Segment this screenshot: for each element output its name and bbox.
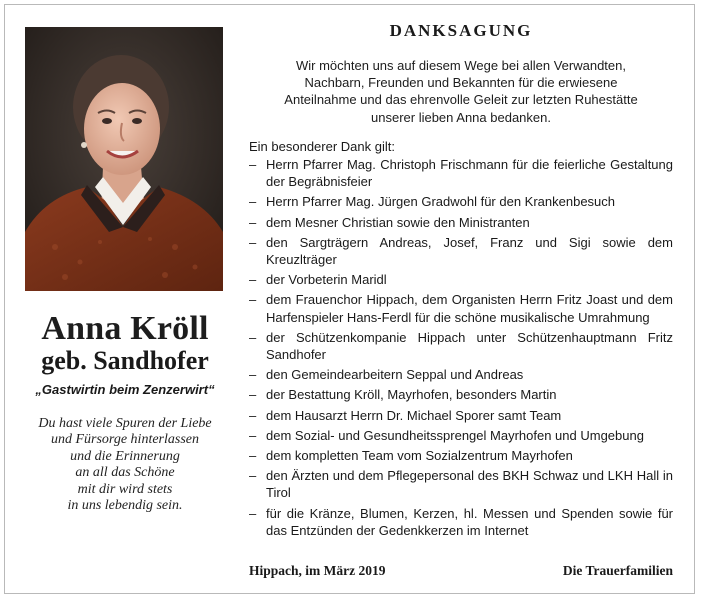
special-thanks-label: Ein besonderer Dank gilt: <box>249 139 395 154</box>
intro-line: unserer lieben Anna bedanken. <box>371 109 551 125</box>
list-item <box>249 366 673 383</box>
signature: Die Trauerfamilien <box>562 563 673 578</box>
dash-bullet: – <box>249 329 257 345</box>
list-item <box>249 329 673 363</box>
poem-line: Du hast viele Spuren der Liebe <box>38 416 212 431</box>
list-item <box>249 505 673 539</box>
poem-line: an all das Schöne <box>75 465 175 481</box>
occupation: „Gastwirtin beim Zenzerwirt“ <box>35 382 215 397</box>
dash-bullet: – <box>249 505 257 521</box>
dash-bullet: – <box>249 272 257 288</box>
birth-name: geb. Sandhofer <box>41 346 209 375</box>
memorial-poem <box>14 416 236 514</box>
dash-bullet: – <box>249 292 257 308</box>
dash-bullet: – <box>249 387 257 403</box>
thanks-text: Herrn Pfarrer Mag. Jürgen Gradwohl für den Krankenbesuch <box>266 194 616 210</box>
thanks-text: für die Kränze, Blumen, Kerzen, hl. Messen und Spenden sowie für das Entzünden der Gedenkkerzen im Internet <box>266 505 673 538</box>
thanks-text: den Ärzten und dem Pflegepersonal des BKH Schwaz und LKH Hall in Tirol <box>266 468 673 501</box>
dash-bullet: – <box>249 214 257 230</box>
poem-line: und Fürsorge hinterlassen <box>50 432 200 448</box>
list-item <box>249 193 673 210</box>
thanks-text: der Vorbeterin Maridl <box>266 272 387 288</box>
intro-paragraph <box>252 57 670 126</box>
dash-bullet: – <box>249 194 257 210</box>
thanks-text: Herrn Pfarrer Mag. Christoph Frischmann für die feierliche Gestaltung der Begräbnisfeier <box>266 157 673 190</box>
poem-line: in uns lebendig sein. <box>67 498 183 514</box>
portrait-photo <box>25 27 223 291</box>
list-item <box>249 386 673 403</box>
poem-line: mit dir wird stets <box>77 481 173 497</box>
place-date: Hippach, im März 2019 <box>249 563 386 578</box>
thanks-text: dem Mesner Christian sowie den Ministranten <box>266 214 530 230</box>
list-item <box>249 214 673 231</box>
dash-bullet: – <box>249 407 257 423</box>
dash-bullet: – <box>249 367 257 383</box>
deceased-name: Anna Kröll <box>41 310 209 347</box>
list-item <box>249 467 673 501</box>
list-item <box>249 407 673 424</box>
thanks-text: der Bestattung Kröll, Mayrhofen, besonders Martin <box>266 387 557 403</box>
thanks-text: den Gemeindearbeitern Seppal und Andreas <box>266 367 524 383</box>
dash-bullet: – <box>249 234 257 250</box>
intro-line: Wir möchten uns auf diesem Wege bei allen Verwandten, <box>296 58 626 73</box>
thanks-text: dem Hausarzt Herrn Dr. Michael Sporer samt Team <box>266 407 562 423</box>
list-item <box>249 427 673 444</box>
thanks-list <box>249 156 673 542</box>
thanks-text: den Sargträgern Andreas, Josef, Franz und Sigi sowie dem Kreuzlträger <box>266 234 673 268</box>
thanks-text: dem Sozial- und Gesundheitssprengel Mayrhofen und Umgebung <box>266 427 644 443</box>
list-item <box>249 447 673 464</box>
list-item <box>249 271 673 288</box>
intro-line: Nachbarn, Freunden und Bekannten für die erwiesene <box>304 75 618 91</box>
intro-line: Anteilnahme und das ehrenvolle Geleit zur letzten Ruhestätte <box>284 92 638 108</box>
thanks-text: der Schützenkompanie Hippach unter Schützenhauptmann Fritz Sandhofer <box>266 329 673 363</box>
poem-line: und die Erinnerung <box>70 448 180 464</box>
list-item <box>249 156 673 190</box>
dash-bullet: – <box>249 468 257 484</box>
dash-bullet: – <box>249 427 257 443</box>
list-item <box>249 291 673 325</box>
notice-heading: DANKSAGUNG <box>389 21 533 40</box>
dash-bullet: – <box>249 157 257 172</box>
list-item <box>249 234 673 268</box>
thanks-text: dem kompletten Team vom Sozialzentrum Mayrhofen <box>266 448 573 464</box>
thanks-text: dem Frauenchor Hippach, dem Organisten Herrn Fritz Joast und dem Harfenspieler Hans-Ferdl für die schöne musikalische Umrahmung <box>266 292 673 325</box>
dash-bullet: – <box>249 448 257 464</box>
